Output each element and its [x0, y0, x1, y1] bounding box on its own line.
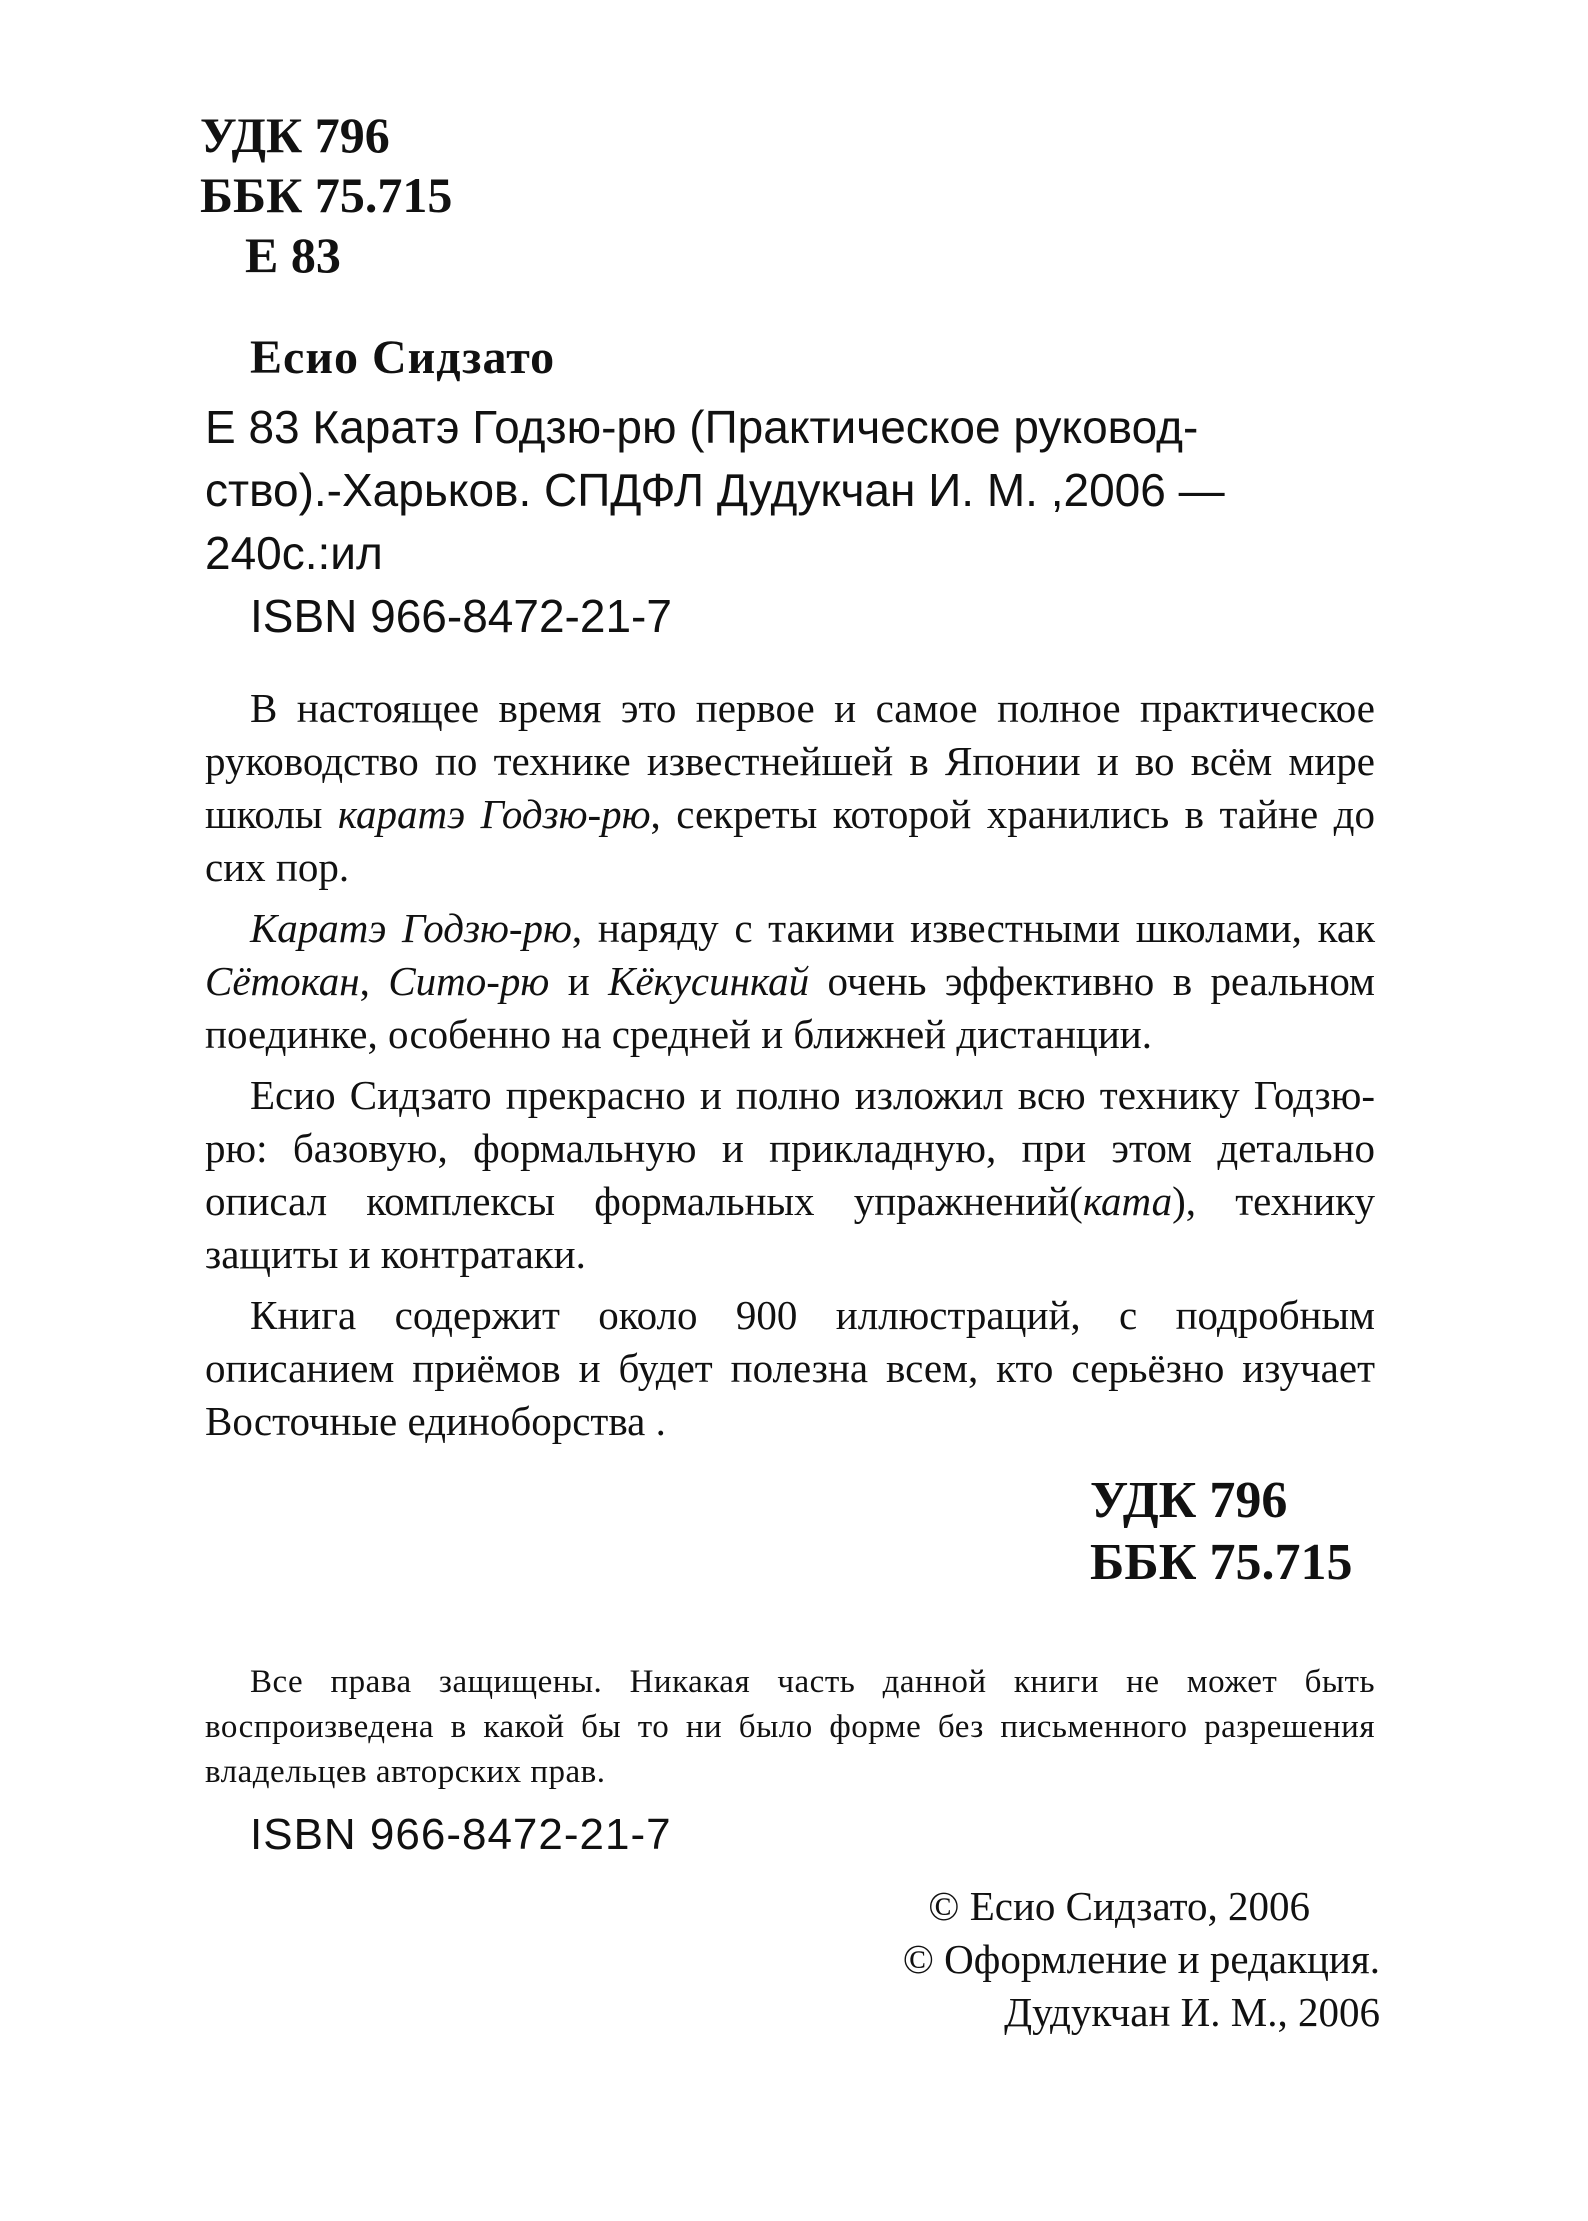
copyright-line: Дудукчан И. М., 2006 — [1004, 1989, 1380, 2035]
annotation-text: Есио Сидзато прекрасно и полно изложил всю технику Годзю-рю: базовую, формальную и прикладную, при этом детально описал комплексы формальных упражнений( — [205, 1072, 1375, 1224]
isbn-top: ISBN 966-8472-21-7 — [250, 590, 672, 642]
annotation-text: , секреты которой хранились в тайне до сих пор. — [205, 791, 1376, 890]
annotation-paragraph-2 — [205, 902, 1375, 1061]
bibliographic-record — [205, 396, 1355, 648]
annotation-paragraph-1 — [205, 682, 1375, 894]
bbk-code: ББК 75.715 — [1090, 1534, 1353, 1591]
annotation-italic-term: Сито-рю — [388, 958, 550, 1004]
classification-codes-bottom — [1090, 1470, 1352, 1594]
annotation-text: В настоящее время это первое и самое полное практическое руководство по технике известнейшей в Японии и во всём мире школы — [205, 685, 1375, 837]
annotation-text: очень эффективно в реальном поединке, особенно на средней и ближней дистанции. — [205, 958, 1375, 1057]
annotation-paragraph-4: Книга содержит около 900 иллюстраций, с подробным описанием приёмов и будет полезна всем, кто серьёзно изучает Восточные единоборства . — [205, 1292, 1375, 1444]
copyright-block — [810, 1880, 1380, 2039]
classification-codes-top — [200, 105, 452, 285]
biblio-line: ство).-Харьков. СПДФЛ Дудукчан И. М. ,2006 — — [205, 464, 1225, 516]
annotation-text: , наряду с такими известными школами, как — [571, 905, 1375, 951]
udk-code: УДК 796 — [1090, 1472, 1288, 1529]
rights-notice: Все права защищены. Никакая часть данной книги не может быть воспроизведена в какой бы то ни было форме без письменного разрешения владельцев авторских прав. — [205, 1664, 1375, 1790]
annotation-text: , — [359, 958, 389, 1004]
annotation-italic-term: каратэ Годзю-рю — [337, 791, 651, 837]
annotation-italic-term: Каратэ Годзю-рю — [250, 905, 572, 951]
biblio-line: Е 83 Каратэ Годзю-рю (Практическое руковод- — [205, 401, 1199, 453]
annotation-text: ), технику защиты и контратаки. — [205, 1178, 1376, 1277]
annotation-italic-term: ката — [1082, 1178, 1173, 1224]
annotation-text: и — [549, 958, 609, 1004]
biblio-line: 240с.:ил — [205, 527, 383, 579]
annotation — [205, 682, 1375, 1456]
annotation-paragraph-3 — [205, 1069, 1375, 1281]
copyright-line: © Есио Сидзато, 2006 — [928, 1883, 1310, 1929]
copyright-line: © Оформление и редакция. — [902, 1936, 1380, 1982]
isbn-bottom: ISBN 966-8472-21-7 — [250, 1810, 672, 1859]
udk-code: УДК 796 — [200, 107, 390, 163]
author-name: Есио Сидзато — [250, 331, 556, 384]
annotation-italic-term: Кёкусинкай — [608, 958, 810, 1004]
author-mark: Е 83 — [245, 227, 341, 283]
bbk-code: ББК 75.715 — [200, 167, 453, 223]
annotation-italic-term: Сётокан — [205, 958, 360, 1004]
